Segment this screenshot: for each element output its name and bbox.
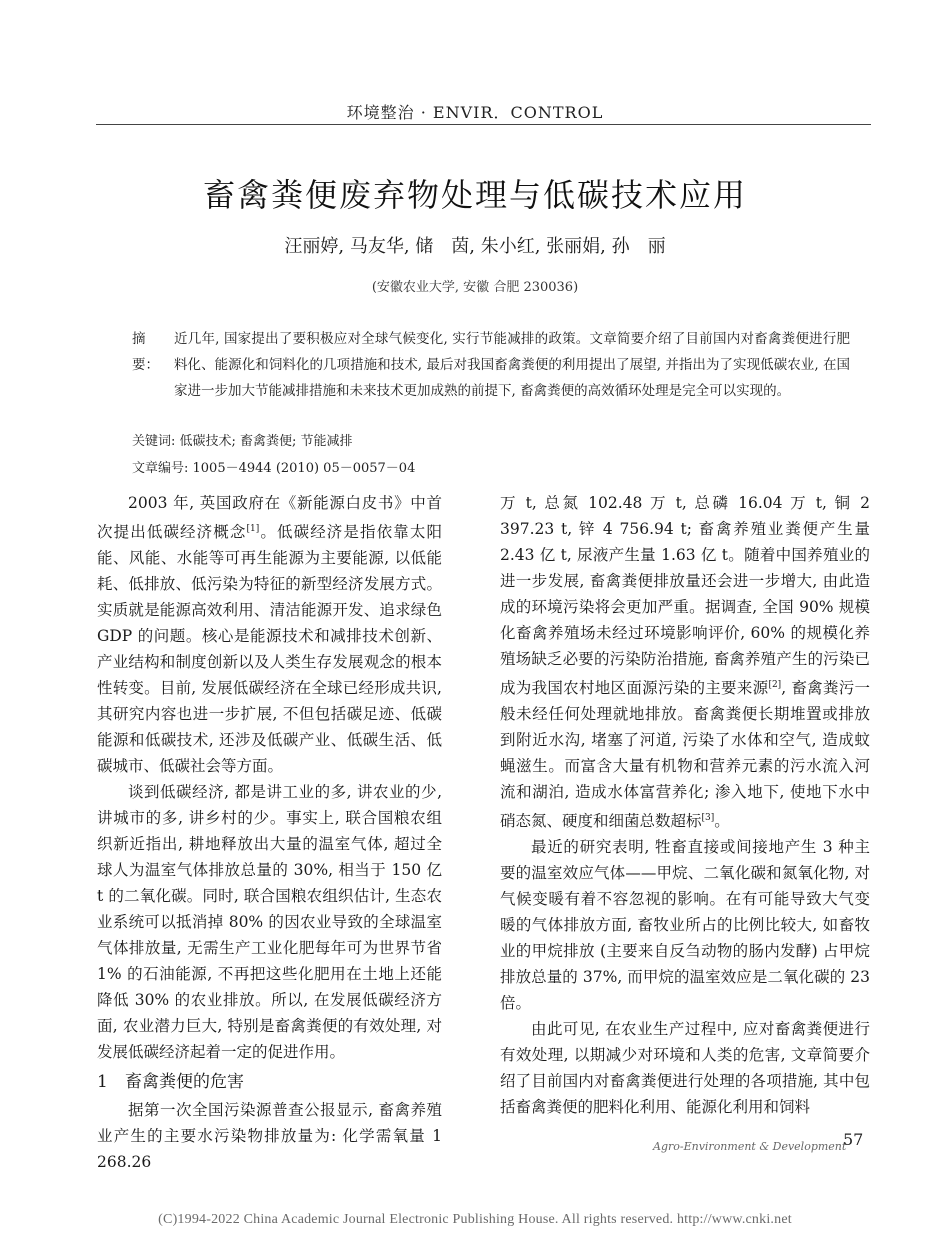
article-number: 文章编号: 1005－4944 (2010) 05－0057－04 [132,461,416,476]
paragraph: 2003 年, 英国政府在《新能源白皮书》中首次提出低碳经济概念[1]。低碳经济是指依靠太阳能、风能、水能等可再生能源为主要能源, 以低能耗、低排放、低污染为特征的新型经济发展方式。实质就是能源高效利用、清洁能源开发、追求绿色 GDP 的问题。核心是能源技术和减排技术创新、产业结构和制度创新以及人类生存发展观念的根本性转变。目前, 发展低碳经济在全球已经形成共识, 其研究内容也进一步扩展, 不但包括碳足迹、低碳能源和低碳技术, 还涉及低碳产业、低碳生活、低碳城市、低碳社会等方面。 [97,494,442,776]
section-title: 畜禽粪便的危害 [125,1072,244,1093]
abstract-label: 摘 要： [132,331,159,373]
footer-journal-name: Agro-Environment & Development [653,1140,847,1153]
keywords: 关键词: 低碳技术; 畜禽粪便; 节能减排 [132,434,353,449]
paper-title: 畜禽粪便废弃物处理与低碳技术应用 [202,176,747,214]
copyright-notice: (C)1994-2022 China Academic Journal Electronic Publishing House. All rights reserved. http://www.cnki.net [158,1212,792,1227]
paragraph: 谈到低碳经济, 都是讲工业的多, 讲农业的少, 讲城市的多, 讲乡村的少。事实上, 联合国粮农组织新近指出, 耕地释放出大量的温室气体, 超过全球人为温室气体排放总量的 30%, 相当于 150 亿 t 的二氧化碳。同时, 联合国粮农组织估计, 生态农业系统可以抵消掉 80% 的因农业导致的全球温室气体排放量, 无需生产工业化肥每年可为世界节省 1% 的石油能源, 不再把这些化肥用在土地上还能降低 30% 的农业排放。所以, 在发展低碳经济方面, 农业潜力巨大, 特别是畜禽粪便的有效处理, 对发展低碳经济起着一定的促进作用。 [97,783,442,1062]
left-column [97,490,442,1175]
paragraph: 最近的研究表明, 牲畜直接或间接地产生 3 种主要的温室效应气体——甲烷、二氧化碳和氮氧化物, 对气候变暖有着不容忽视的影响。在有可能导致大气变暖的气体排放方面, 畜牧业所占的比例比较大, 如畜牧业的甲烷排放 (主要来自反刍动物的肠内发酵) 占甲烷排放总量的 37%, 而甲烷的温室效应是二氧化碳的 23 倍。 [500,838,870,1013]
right-column [500,490,870,1120]
page-number: 57 [843,1130,864,1149]
citation-ref[interactable]: [2] [768,680,782,690]
citation-ref[interactable]: [1] [246,524,260,534]
section-heading [97,1069,442,1095]
abstract-text: 近几年, 国家提出了要积极应对全球气候变化, 实行节能减排的政策。文章简要介绍了目前国内对畜禽粪便进行肥料化、能源化和饲料化的几项措施和技术, 最后对我国畜禽粪便的利用提出了展望, 并指出为了实现低碳农业, 在国家进一步加大节能减排措施和未来技术更加成熟的前提下, 畜禽粪便的高效循环处理是完全可以实现的。 [174,331,850,399]
paragraph: 万 t, 总氮 102.48 万 t, 总磷 16.04 万 t, 铜 2 397.23 t, 锌 4 756.94 t; 畜禽养殖业粪便产生量 2.43 亿 t, 尿液产生量 1.63 亿 t。随着中国养殖业的进一步发展, 畜禽粪便排放量还会进一步增大, 由此造成的环境污染将会更加严重。据调查, 全国 90% 规模化畜禽养殖场未经过环境影响评价, 60% 的规模化养殖场缺乏必要的污染防治措施, 畜禽养殖产生的污染已成为我国农村地区面源污染的主要来源[2], 畜禽粪污一般未经任何处理就地排放。畜禽粪便长期堆置或排放到附近水沟, 堵塞了河道, 污染了水体和空气, 造成蚊蝇滋生。而富含大量有机物和营养元素的污水流入河流和湖泊, 造成水体富营养化; 渗入地下, 使地下水中硝态氮、硬度和细菌总数超标[3]。 [500,494,870,831]
header-rule [96,124,871,125]
citation-ref[interactable]: [3] [701,813,715,824]
author-list: 汪丽婷, 马友华, 储 茵, 朱小红, 张丽娟, 孙 丽 [284,236,666,257]
running-header: 环境整治 · ENVIR．CONTROL [346,103,604,122]
section-number: 1 [97,1072,108,1093]
paragraph: 由此可见, 在农业生产过程中, 应对畜禽粪便进行有效处理, 以期减少对环境和人类的危害, 文章简要介绍了目前国内对畜禽粪便进行处理的各项措施, 其中包括畜禽粪便的肥料化利用、能源化利用和饲料 [500,1020,870,1117]
paragraph: 据第一次全国污染源普查公报显示, 畜禽养殖业产生的主要水污染物排放量为: 化学需氧量 1 268.26 [97,1101,442,1172]
abstract [132,326,850,404]
affiliation: (安徽农业大学, 安徽 合肥 230036) [371,280,579,295]
